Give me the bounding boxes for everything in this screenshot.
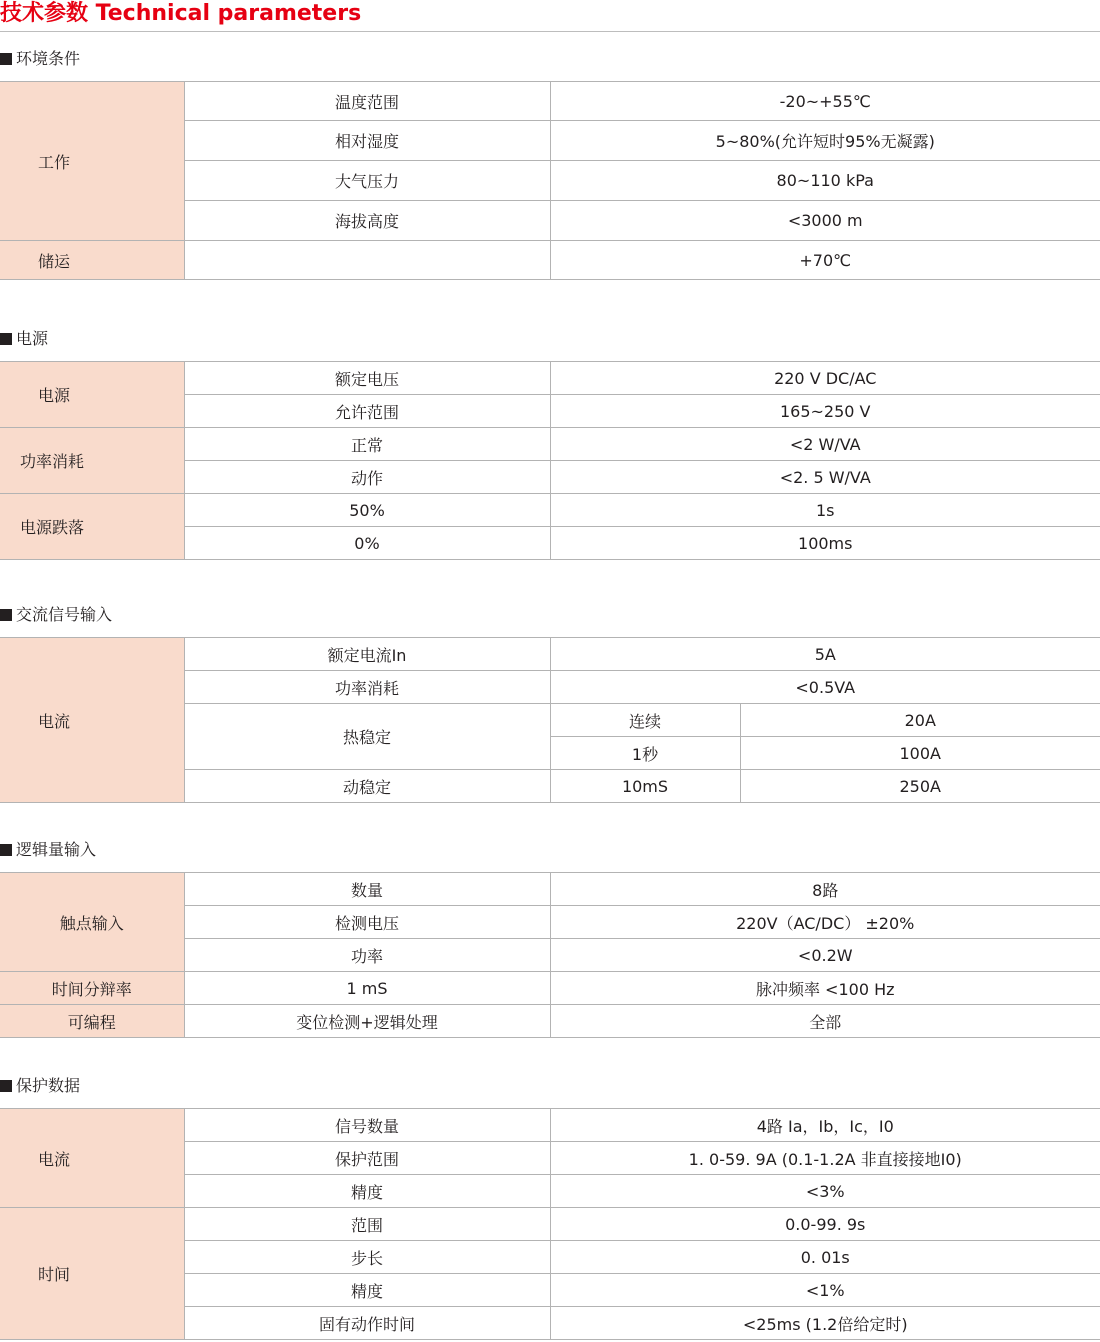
category-cell: 电源跌落: [0, 494, 184, 560]
param-value: 脉冲频率 <100 Hz: [550, 972, 1100, 1005]
param-value: 100A: [740, 737, 1100, 770]
param-value: 5A: [550, 638, 1100, 671]
param-name: 50%: [184, 494, 550, 527]
param-value: <25ms (1.2倍给定时): [550, 1307, 1100, 1340]
table-row: [0, 638, 1100, 671]
square-bullet-icon: [0, 1080, 12, 1092]
param-value: 80~110 kPa: [550, 161, 1100, 201]
category-cell: 可编程: [0, 1005, 184, 1038]
param-value: 100ms: [550, 527, 1100, 560]
category-cell: 时间: [0, 1208, 184, 1340]
param-value: 5~80%(允许短时95%无凝露): [550, 121, 1100, 161]
section-protection: [0, 1073, 1100, 1340]
param-value: <3000 m: [550, 201, 1100, 241]
param-value: 8路: [550, 873, 1100, 906]
param-value: +70℃: [550, 241, 1100, 280]
table-row: [0, 1208, 1100, 1241]
param-name: 数量: [184, 873, 550, 906]
param-value: -20~+55℃: [550, 82, 1100, 121]
section-environment: [0, 46, 1100, 280]
square-bullet-icon: [0, 609, 12, 621]
param-name: 固有动作时间: [184, 1307, 550, 1340]
param-value: 1. 0-59. 9A (0.1-1.2A 非直接接地I0): [550, 1142, 1100, 1175]
param-value: 0. 01s: [550, 1241, 1100, 1274]
param-name: 精度: [184, 1274, 550, 1307]
table-row: [0, 82, 1100, 121]
param-value: 1s: [550, 494, 1100, 527]
section-ac-input: [0, 602, 1100, 803]
param-name: 检测电压: [184, 906, 550, 939]
param-name: 大气压力: [184, 161, 550, 201]
section-power: [0, 326, 1100, 560]
param-name: 0%: [184, 527, 550, 560]
param-name: 1 mS: [184, 972, 550, 1005]
param-name: 正常: [184, 428, 550, 461]
section-heading: [0, 837, 1100, 863]
table-row: [0, 494, 1100, 527]
param-value: <2 W/VA: [550, 428, 1100, 461]
section-heading: [0, 326, 1100, 352]
table-row: [0, 972, 1100, 1005]
section-heading-label: 交流信号输入: [16, 605, 113, 624]
ac-input-table: [0, 637, 1100, 803]
param-value: 165~250 V: [550, 395, 1100, 428]
param-value: 4路 Ia，Ib，Ic，I0: [550, 1109, 1100, 1142]
category-cell: 电源: [0, 362, 184, 428]
table-row: [0, 241, 1100, 280]
category-cell: 触点输入: [0, 873, 184, 972]
logic-input-table: [0, 872, 1100, 1038]
param-value: 250A: [740, 770, 1100, 803]
param-value: 全部: [550, 1005, 1100, 1038]
param-value: <1%: [550, 1274, 1100, 1307]
section-heading: [0, 1073, 1100, 1099]
param-name: 相对湿度: [184, 121, 550, 161]
param-condition: 10mS: [550, 770, 740, 803]
param-name: 额定电压: [184, 362, 550, 395]
table-row: [0, 428, 1100, 461]
power-table: [0, 361, 1100, 560]
param-name: 动稳定: [184, 770, 550, 803]
param-value: <0.5VA: [550, 671, 1100, 704]
category-cell: 功率消耗: [0, 428, 184, 494]
param-name: 热稳定: [184, 704, 550, 770]
param-value: 20A: [740, 704, 1100, 737]
param-name: 动作: [184, 461, 550, 494]
category-cell: 工作: [0, 82, 184, 241]
category-cell: 电流: [0, 638, 184, 803]
param-name: 信号数量: [184, 1109, 550, 1142]
section-heading: [0, 602, 1100, 628]
param-name: 精度: [184, 1175, 550, 1208]
param-name: [184, 241, 550, 280]
param-value: <0.2W: [550, 939, 1100, 972]
param-name: 功率消耗: [184, 671, 550, 704]
param-name: 范围: [184, 1208, 550, 1241]
param-value: 220V（AC/DC） ±20%: [550, 906, 1100, 939]
section-heading-label: 电源: [16, 329, 49, 348]
square-bullet-icon: [0, 53, 12, 65]
param-name: 功率: [184, 939, 550, 972]
param-value: 220 V DC/AC: [550, 362, 1100, 395]
environment-table: [0, 81, 1100, 280]
param-name: 变位检测+逻辑处理: [184, 1005, 550, 1038]
page-title: 技术参数 Technical parameters: [0, 1, 362, 26]
table-row: [0, 1005, 1100, 1038]
param-condition: 连续: [550, 704, 740, 737]
square-bullet-icon: [0, 844, 12, 856]
param-condition: 1秒: [550, 737, 740, 770]
param-name: 允许范围: [184, 395, 550, 428]
param-name: 额定电流In: [184, 638, 550, 671]
category-cell: 时间分辩率: [0, 972, 184, 1005]
protection-table: [0, 1108, 1100, 1340]
param-value: 0.0-99. 9s: [550, 1208, 1100, 1241]
param-name: 保护范围: [184, 1142, 550, 1175]
title-divider: [0, 31, 1100, 32]
section-heading-label: 保护数据: [16, 1076, 81, 1095]
section-logic-input: [0, 837, 1100, 1038]
section-heading: [0, 46, 1100, 72]
param-name: 温度范围: [184, 82, 550, 121]
category-cell: 储运: [0, 241, 184, 280]
param-value: <2. 5 W/VA: [550, 461, 1100, 494]
table-row: [0, 1109, 1100, 1142]
category-cell: 电流: [0, 1109, 184, 1208]
square-bullet-icon: [0, 333, 12, 345]
table-row: [0, 362, 1100, 395]
table-row: [0, 873, 1100, 906]
section-heading-label: 逻辑量输入: [16, 840, 97, 859]
param-name: 步长: [184, 1241, 550, 1274]
param-name: 海拔高度: [184, 201, 550, 241]
param-value: <3%: [550, 1175, 1100, 1208]
section-heading-label: 环境条件: [16, 49, 81, 68]
